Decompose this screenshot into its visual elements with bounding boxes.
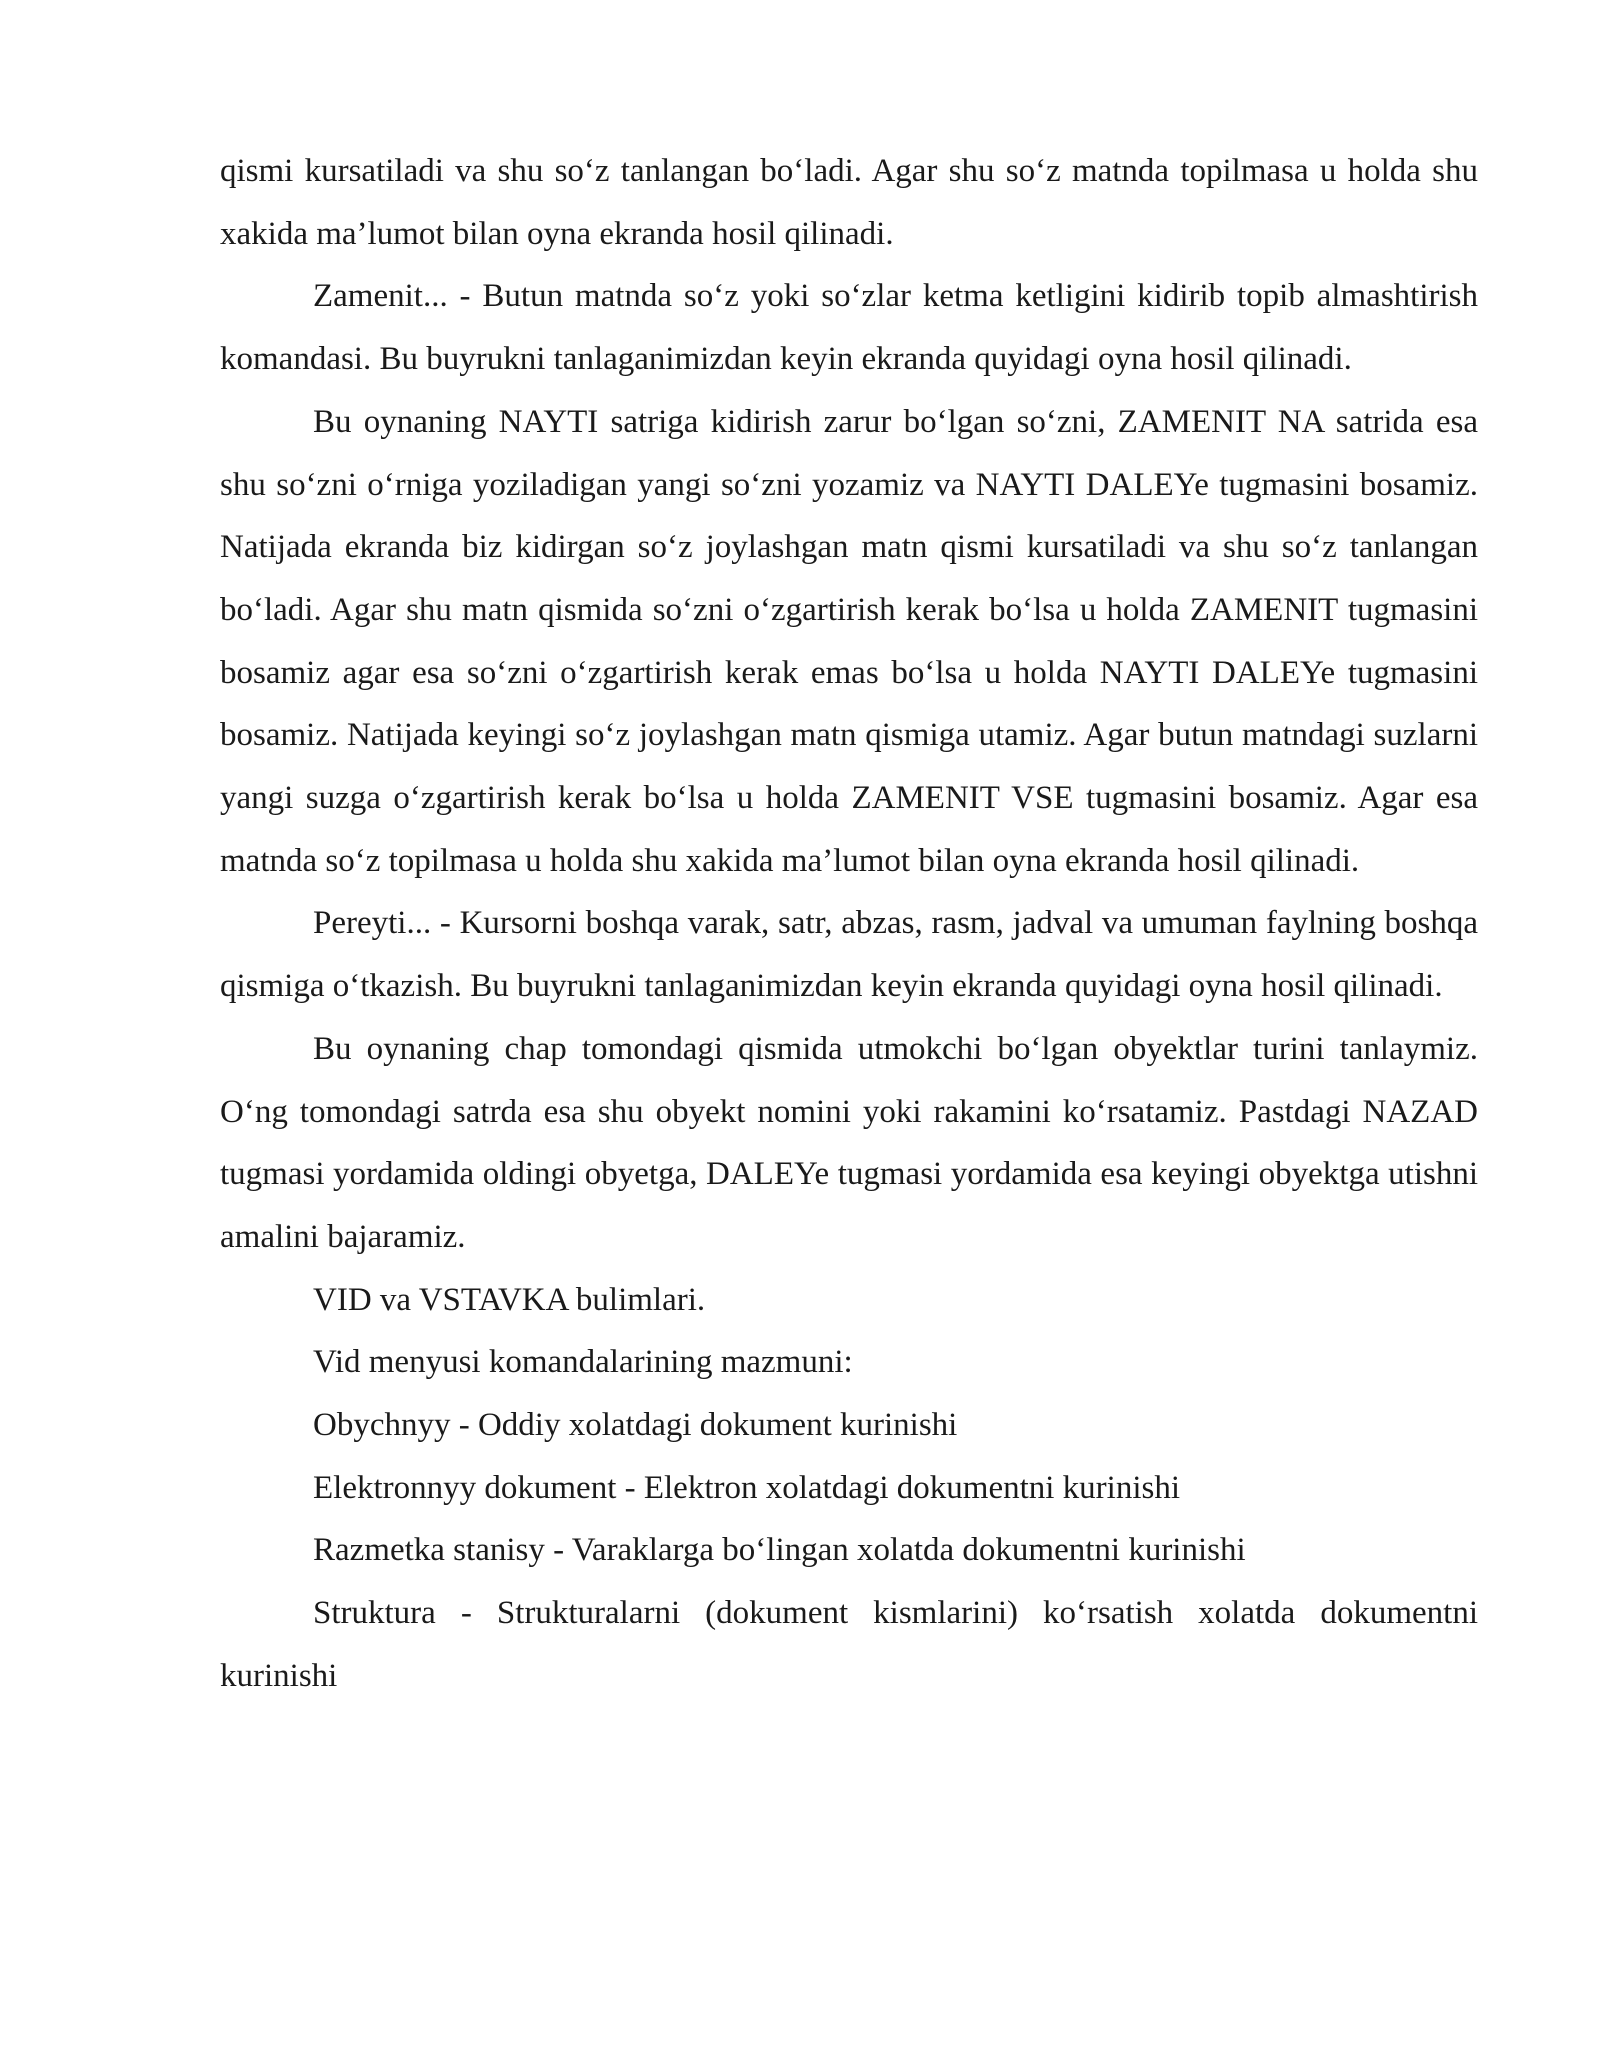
paragraph-goto-window: Bu oynaning chap tomondagi qismida utmokchi bo‘lgan obyektlar turini tanlaymiz. O‘ng tomondagi satrda esa shu obyekt nomini yoki rakamini ko‘rsatamiz. Pastdagi NAZAD tugmasi yordamida oldingi obyetga, DALEYe tugmasi yordamida esa keyingi obyektga utishni amalini bajaramiz. bbox=[220, 1030, 1478, 1255]
list-item-elektronnyy: Elektronnyy dokument - Elektron xolatdagi dokumentni kurinishi bbox=[313, 1469, 1181, 1506]
paragraph-vid-menu: Vid menyusi komandalarining mazmuni: bbox=[313, 1344, 853, 1381]
list-item-obychnyy: Obychnyy - Oddiy xolatdagi dokument kurinishi bbox=[313, 1407, 958, 1444]
list-item-struktura: Struktura - Strukturalarni (dokument kismlarini) ko‘rsatish xolatda dokumentni kurinishi bbox=[220, 1595, 1478, 1694]
list-item-razmetka: Razmetka stanisy - Varaklarga bo‘lingan xolatda dokumentni kurinishi bbox=[313, 1532, 1246, 1569]
section-heading: VID va VSTAVKA bulimlari. bbox=[313, 1281, 706, 1318]
paragraph-continuation: qismi kursatiladi va shu so‘z tanlangan bo‘ladi. Agar shu so‘z matnda topilmasa u holda shu xakida ma’lumot bilan oyna ekranda hosil qilinadi. bbox=[220, 153, 1478, 252]
document-page bbox=[220, 140, 1478, 1708]
paragraph-pereyti: Pereyti... - Kursorni boshqa varak, satr, abzas, rasm, jadval va umuman faylning boshqa qismiga o‘tkazish. Bu buyrukni tanlaganimizdan keyin ekranda quyidagi oyna hosil qilinadi. bbox=[220, 905, 1478, 1005]
paragraph-replace-window: Bu oynaning NAYTI satriga kidirish zarur bo‘lgan so‘zni, ZAMENIT NA satrida esa shu so‘zni o‘rniga yoziladigan yangi so‘zni yozamiz va NAYTI DALEYe tugmasini bosamiz. Natijada ekranda biz kidirgan so‘z joylashgan matn qismi kursatiladi va shu so‘z tanlangan bo‘ladi. Agar shu matn qismida so‘zni o‘zgartirish kerak bo‘lsa u holda ZAMENIT tugmasini bosamiz agar esa so‘zni o‘zgartirish kerak emas bo‘lsa u holda NAYTI DALEYe tugmasini bosamiz. Natijada keyingi so‘z joylashgan matn qismiga utamiz. Agar butun matndagi suzlarni yangi suzga o‘zgartirish kerak bo‘lsa u holda ZAMENIT VSE tugmasini bosamiz. Agar esa matnda so‘z topilmasa u holda shu xakida ma’lumot bilan oyna ekranda hosil qilinadi. bbox=[220, 403, 1478, 879]
paragraph-zamenit: Zamenit... - Butun matnda so‘z yoki so‘zlar ketma ketligini kidirib topib almashtirish komandasi. Bu buyrukni tanlaganimizdan keyin ekranda quyidagi oyna hosil qilinadi. bbox=[220, 278, 1478, 378]
